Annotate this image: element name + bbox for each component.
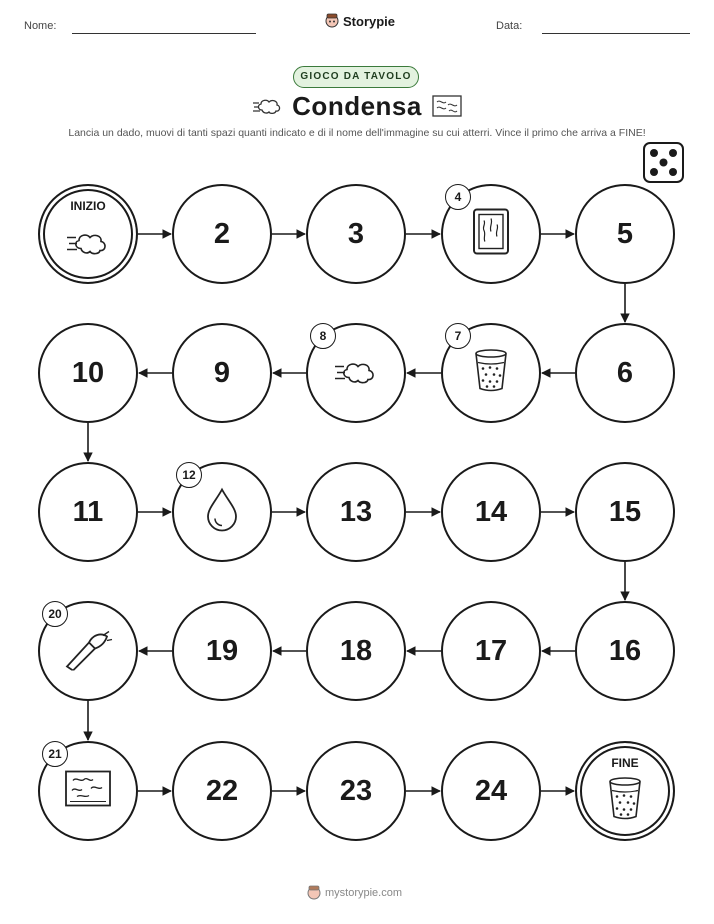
board-space-18 xyxy=(306,601,406,701)
cold-glass-icon xyxy=(472,348,510,399)
board-space-7 xyxy=(441,323,541,423)
board-space-10 xyxy=(38,323,138,423)
space-number: 15 xyxy=(608,495,642,528)
space-number: 9 xyxy=(213,356,231,389)
date-label: Data: xyxy=(496,20,523,32)
footer-site: mystorypie.com xyxy=(325,887,403,899)
board-space-23 xyxy=(306,741,406,841)
footer xyxy=(307,885,402,901)
board-space-1 xyxy=(38,184,138,284)
board-space-4 xyxy=(441,184,541,284)
board-space-13 xyxy=(306,462,406,562)
board-space-11 xyxy=(38,462,138,562)
brand-name: Storypie xyxy=(343,13,396,29)
board-space-6 xyxy=(575,323,675,423)
board-space-25 xyxy=(575,741,675,841)
space-number: 14 xyxy=(474,495,508,528)
space-number: 5 xyxy=(616,217,634,250)
board-space-5 xyxy=(575,184,675,284)
steam-puff-icon xyxy=(333,354,379,393)
board-space-24 xyxy=(441,741,541,841)
space-number: 10 xyxy=(71,356,105,389)
storypie-mascot-icon xyxy=(307,885,321,901)
cold-glass-icon xyxy=(606,775,644,826)
game-type-pill: GIOCO DA TAVOLO xyxy=(293,66,419,88)
space-number: 11 xyxy=(72,495,104,528)
board-space-19 xyxy=(172,601,272,701)
board-space-14 xyxy=(441,462,541,562)
space-number-badge: 4 xyxy=(445,184,471,210)
page-title: Condensa xyxy=(292,91,422,121)
kettle-spout-icon xyxy=(63,627,113,676)
space-number: 18 xyxy=(339,634,373,667)
water-drop-icon xyxy=(205,487,239,538)
board-space-3 xyxy=(306,184,406,284)
space-number-badge: 20 xyxy=(42,601,68,627)
space-label: INIZIO xyxy=(70,199,106,213)
space-number: 24 xyxy=(474,774,508,807)
space-number: 6 xyxy=(616,356,634,389)
space-number-badge: 7 xyxy=(445,323,471,349)
space-label: FINE xyxy=(611,756,639,770)
board-space-8 xyxy=(306,323,406,423)
board-space-17 xyxy=(441,601,541,701)
space-number: 3 xyxy=(347,217,365,250)
steam-puff-icon xyxy=(65,224,111,263)
space-number-badge: 21 xyxy=(42,741,68,767)
board-space-9 xyxy=(172,323,272,423)
foggy-window-icon xyxy=(63,769,113,814)
foggy-mirror-icon xyxy=(471,207,511,262)
space-number: 19 xyxy=(205,634,239,667)
space-number: 2 xyxy=(213,217,231,250)
name-label: Nome: xyxy=(24,20,57,32)
instructions: Lancia un dado, muovi di tanti spazi quanti indicato e di il nome dell'immagine su cui atterri. Vince il primo che arriva a FINE! xyxy=(68,127,646,139)
space-number: 16 xyxy=(608,634,642,667)
board-space-21 xyxy=(38,741,138,841)
board-space-12 xyxy=(172,462,272,562)
space-number: 23 xyxy=(339,774,373,807)
board-space-22 xyxy=(172,741,272,841)
board-space-16 xyxy=(575,601,675,701)
board-space-15 xyxy=(575,462,675,562)
space-number-badge: 8 xyxy=(310,323,336,349)
board-space-2 xyxy=(172,184,272,284)
space-number: 22 xyxy=(205,774,239,807)
space-number: 17 xyxy=(474,634,508,667)
board-space-20 xyxy=(38,601,138,701)
space-number-badge: 12 xyxy=(176,462,202,488)
space-number: 13 xyxy=(339,495,373,528)
